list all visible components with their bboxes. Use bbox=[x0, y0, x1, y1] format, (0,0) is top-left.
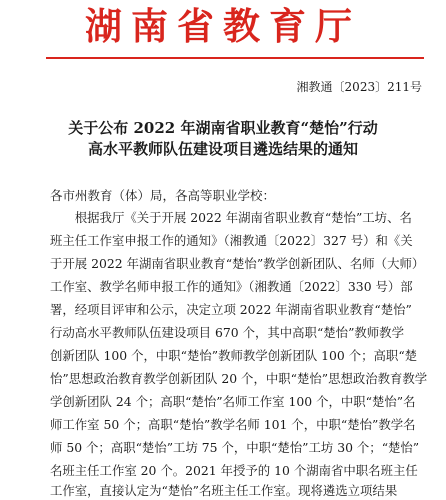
addressee: 各市州教育（体）局，各高等职业学校： bbox=[50, 188, 276, 203]
body-line: 学创新团队 24 个；高职“楚怡”名师工作室 100 个，中职“楚怡”名 bbox=[50, 394, 416, 409]
masthead-title: 湖南省教育厅 bbox=[85, 4, 361, 48]
body-line: 工作室、教学名师申报工作的通知》（湘教通〔2022〕330 号）部 bbox=[50, 279, 413, 294]
body-line: 师工作室 50 个；高职“楚怡”教学名师 101 个，中职“楚怡”教学名 bbox=[50, 417, 416, 432]
notice-title-line-1: 关于公布 2022 年湖南省职业教育“楚怡”行动 bbox=[68, 119, 378, 137]
body-line: 创新团队 100 个，中职“楚怡”教师教学创新团队 100 个；高职“楚 bbox=[50, 348, 418, 363]
body-line: 师 50 个；高职“楚怡”工坊 75 个，中职“楚怡”工坊 30 个；“楚怡” bbox=[50, 440, 420, 455]
body-line: 署，经项目评审和公示，决定立项 2022 年湖南省职业教育“楚怡” bbox=[50, 302, 412, 317]
body-line: 于开展 2022 年湖南省职业教育“楚怡”教学创新团队、名师（大师） bbox=[50, 256, 425, 271]
body-line: 名班主任工作室 20 个。2021 年授予的 10 个湖南省中职名班主任 bbox=[50, 463, 418, 478]
notice-title-line-2: 高水平教师队伍建设项目遴选结果的通知 bbox=[87, 140, 358, 158]
red-divider-line bbox=[46, 57, 424, 59]
body-line: 工作室，直接认定为“楚怡”名班主任工作室。现将遴选立项结果 bbox=[50, 483, 398, 498]
body-line: 怡”思想政治教育教学创新团队 20 个，中职“楚怡”思想政治教育教学 bbox=[50, 371, 428, 386]
document-number: 湘教通〔2023〕211号 bbox=[296, 80, 422, 94]
body-line: 班主任工作室申报工作的通知》（湘教通〔2022〕327 号）和《关 bbox=[50, 233, 413, 248]
body-line: 根据我厅《关于开展 2022 年湖南省职业教育“楚怡”工坊、名 bbox=[50, 210, 412, 225]
body-line: 行动高水平教师队伍建设项目 670 个，其中高职“楚怡”教师教学 bbox=[50, 325, 404, 340]
